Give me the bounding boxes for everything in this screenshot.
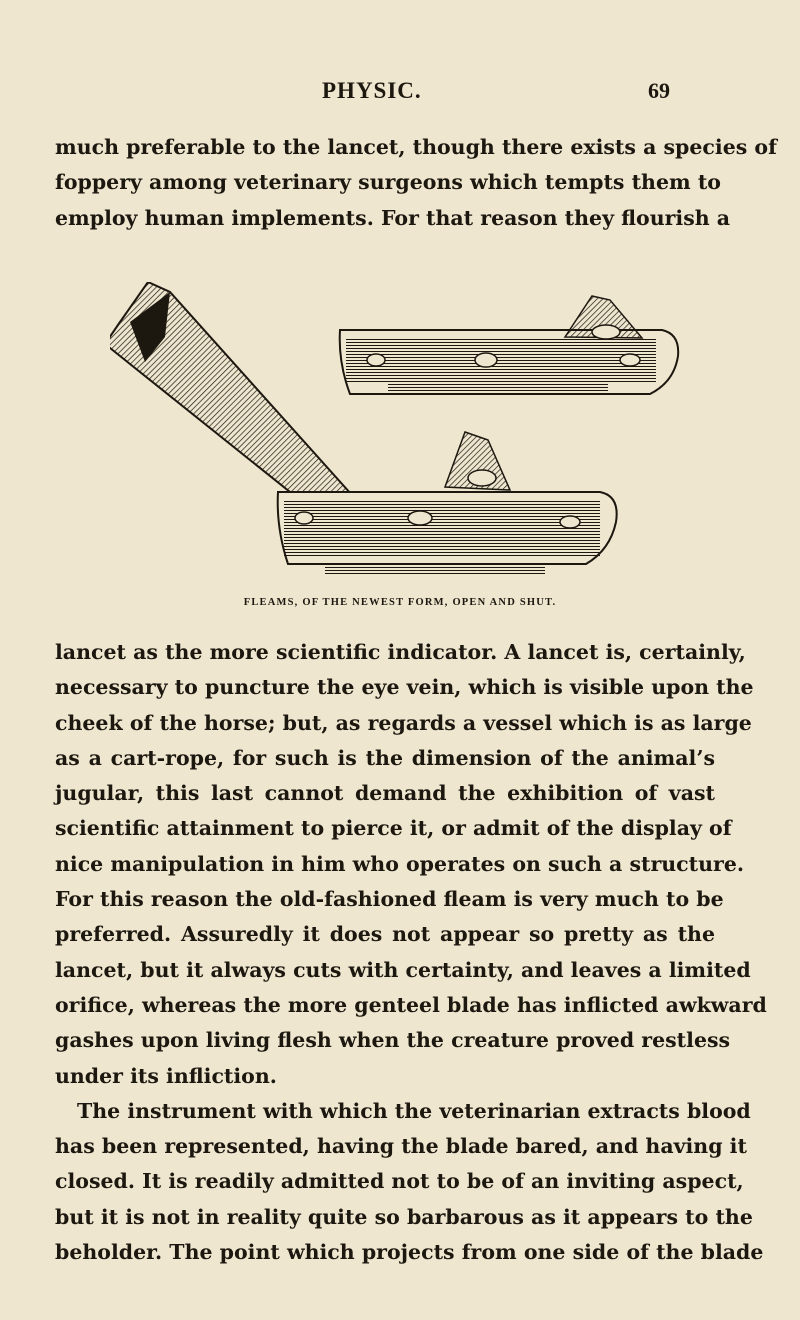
fleam-shut-top — [340, 296, 678, 394]
text-line: scientific attainment to pierce it, or admit of the display of — [55, 816, 732, 841]
text-line: has been represented, having the blade bared, and having it — [55, 1134, 747, 1159]
text-line: under its infliction. — [55, 1063, 277, 1088]
text-line: but it is not in reality quite so barbarous as it appears to the — [55, 1204, 753, 1229]
text-line: cheek of the horse; but, as regards a vessel which is as large — [55, 710, 752, 735]
text-line: The instrument with which the veterinarian extracts blood — [77, 1098, 751, 1123]
text-line: lancet as the more scientific indicator. A lancet is, certainly, — [55, 640, 746, 664]
fleam-open-blade — [110, 282, 360, 520]
paragraph-after-figure — [55, 635, 767, 1270]
paragraph-before-figure — [55, 130, 777, 236]
running-head — [0, 78, 800, 108]
text-line: For this reason the old-fashioned fleam is very much to be — [55, 887, 724, 912]
fleam-open-bottom — [278, 432, 617, 574]
text-line: orifice, whereas the more genteel blade has inflicted awkward — [55, 992, 767, 1017]
text-line: nice manipulation in him who operates on such a structure. — [55, 851, 744, 876]
page-number: 69 — [648, 78, 670, 103]
fleams-illustration — [110, 282, 690, 582]
text-line: beholder. The point which projects from one side of the blade — [55, 1240, 764, 1265]
text-line: jugular, this last cannot demand the exhibition of vast — [55, 781, 715, 806]
text-line: employ human implements. For that reason they flourish a — [55, 205, 731, 230]
text-line: as a cart-rope, for such is the dimension of the animal’s — [55, 745, 715, 770]
text-line: necessary to puncture the eye vein, which is visible upon the — [55, 675, 754, 700]
text-line: foppery among veterinary surgeons which tempts them to — [55, 170, 721, 195]
running-title: PHYSIC. — [322, 78, 422, 103]
text-line: much preferable to the lancet, though there exists a species of — [55, 135, 777, 159]
text-line: gashes upon living flesh when the creature proved restless — [55, 1028, 731, 1053]
text-line: lancet, but it always cuts with certainty, and leaves a limited — [55, 957, 751, 982]
figure-caption: FLEAMS, OF THE NEWEST FORM, OPEN AND SHUT. — [243, 597, 557, 608]
text-line: closed. It is readily admitted not to be of an inviting aspect, — [55, 1169, 744, 1194]
text-line: preferred. Assuredly it does not appear so pretty as the — [55, 922, 715, 947]
